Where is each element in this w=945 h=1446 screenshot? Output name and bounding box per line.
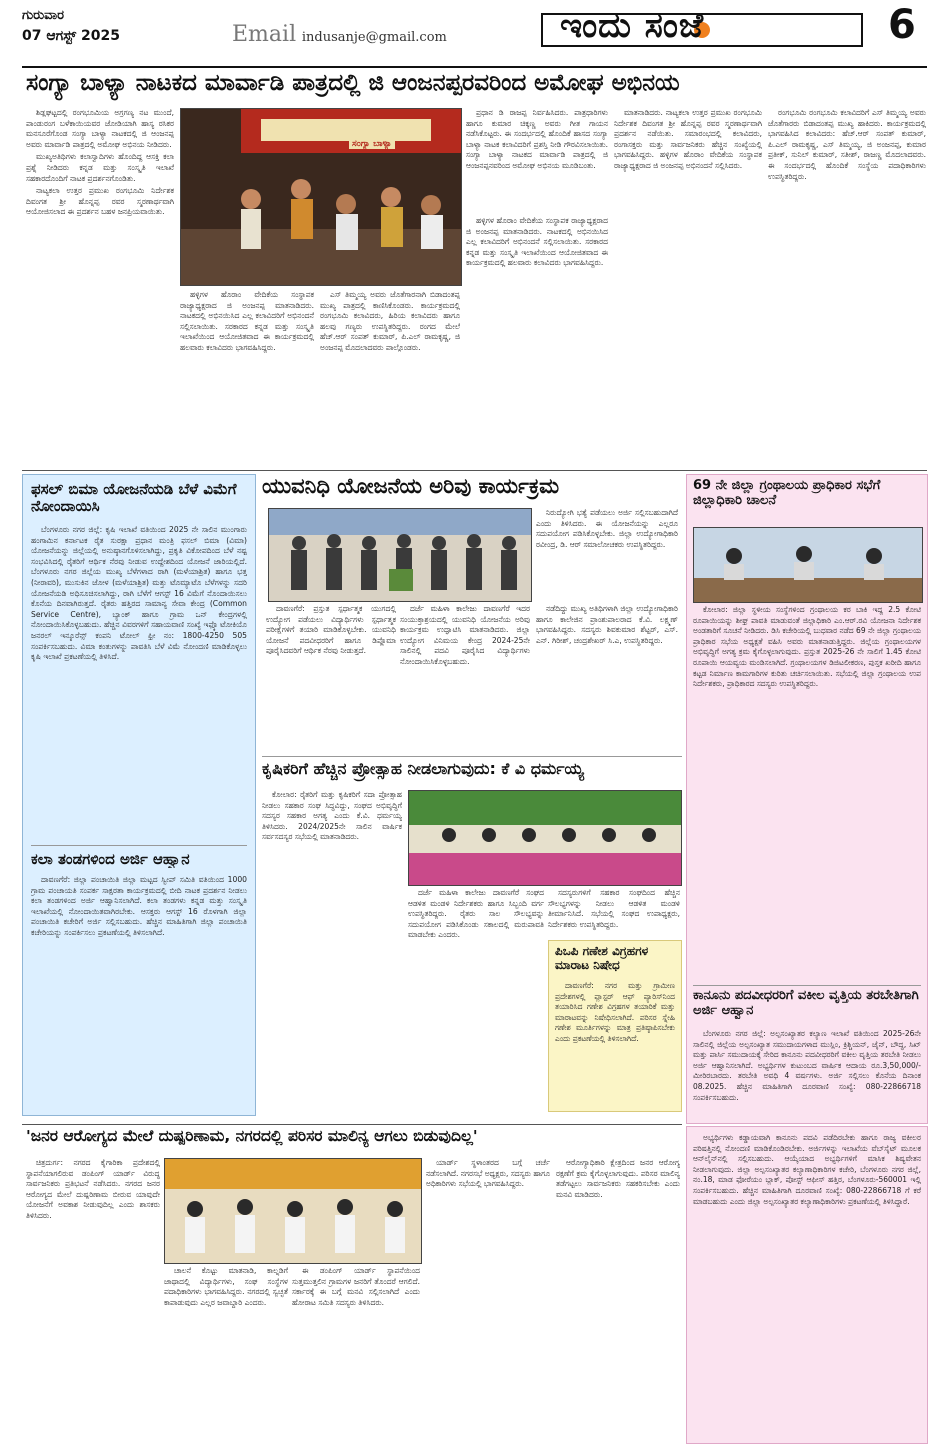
fasal-body-text: ಬೆಂಗಳೂರು ನಗರ ಜಿಲ್ಲೆ: ಕೃಷಿ ಇಲಾಖೆ ವತಿಯಿಂದ 2025 ನೇ ಸಾಲಿನ ಮುಂಗಾರು ಹಂಗಾಮಿನ ಕರ್ನಾಟಕ ರೈತ ಸುರಕ್ಷಾ ಪ್ರಧಾನ ಮಂತ್ರಿ ಫಸಲ್ ಬಿಮಾ (ವಿಮಾ) ಯೋಜನೆಯನ್ನು ಜಿಲ್ಲೆಯಲ್ಲಿ ಅನುಷ್ಠಾನಗೊಳಿಸಲಾಗಿದ್ದು, ಪ್ರಕೃತಿ ವಿಕೋಪದಿಂದ ಬೆಳೆ ನಷ್ಟ ಸಂಭವಿಸಿದಲ್ಲಿ ರೈತರಿಗೆ ಆರ್ಥಿಕ ನೆರವು ನೀಡುವ ಉದ್ದೇಶದಿಂದ ಯೋಜನೆ ಜಾರಿಯಲ್ಲಿದೆ. ಬೆಂಗಳೂರು ನಗರ ಜಿಲ್ಲೆಯ ಮುಖ್ಯ ಬೆಳೆಗಳಾದ ರಾಗಿ (ಮಳೆಯಾಶ್ರಿತ) ಹಾಗೂ ಭತ್ತ (ನೀರಾವರಿ), ಮುಸುಕಿನ ಜೋಳ (ಮಳೆಯಾಶ್ರಿತ) ಮತ್ತು ಟೊಮ್ಯಾಟೊ ಬೆಳೆಗಳನ್ನು ಸದರಿ ಯೋಜನೆಯಡಿ ಅಧಿಸೂಚಿಸಲಾಗಿದ್ದು, ರಾಗಿ ಬೆಳೆಗೆ ಆಗಸ್ಟ್ 16 ವಿಮೆಗೆ ನೊಂದಾಯಿಸಲು ಕೊನೆಯ ದಿನವಾಗಿರುತ್ತದೆ. ರೈತರು ಹತ್ತಿರದ ಸಾಮಾನ್ಯ ಸೇವಾ ಕೇಂದ್ರ (Common Service Centre), ಬ್ಯಾಂಕ್ ಹಾಗೂ ಗ್ರಾಮ ಒನ್ ಕೇಂದ್ರಗಳಲ್ಲಿ ನೋಂದಾಯಿಸಿಕೊಳ್ಳಬಹುದು. ಹೆಚ್ಚಿನ ವಿವರಗಳಿಗೆ ಸಹಾಯವಾಣಿ ಸಂಖ್ಯೆ ಇಫ್ಕೊ ಟೋಕಿಯೊ ಜನರಲ್ ಇನ್ಶೂರೆನ್ಸ್ ಕಂಪನಿ ಟೋಲ್ ಫ್ರೀ ನಂ: 1800-4250 505 ಸಂಪರ್ಕಿಸಬಹುದು. ವಿಮಾ ಕಂತುಗಳನ್ನು ಪಾವತಿಸಿ ಬೆಳೆ ವಿಮೆ ನೋಂದಣಿ ಮಾಡಿಕೊಳ್ಳಲು ಕೃಷಿ ಇಲಾಖೆ ಪ್ರಕಟಣೆಯಲ್ಲಿ ತಿಳಿಸಿದೆ.	[31, 525, 247, 662]
ganesha-headline: ಪಿಒಪಿ ಗಣೇಶ ವಿಗ್ರಹಗಳ ಮಾರಾಟ ನಿಷೇಧ	[555, 945, 649, 972]
story1-col4-text: ಪ್ರಧಾನ ಡಿ ರಾಜಪ್ಪ ನಿರ್ವಹಿಸಿದರು. ಪಾತ್ರಧಾರಿಗಳು ಹಾಗೂ ಕುಮಾರ ಚಿಕ್ಕಣ್ಣ ಅವರು ಗೀತ ಗಾಯನ ನಡೆಸಿಕೊಟ್ಟರು. ಈ ಸಂದರ್ಭದಲ್ಲಿ ಹೊಂದಿಕೆ ಹಾಸದ ಸಂಗ್ಯಾ ಬಾಳ್ಯಾ ನಾಟಕ ಕಲಾವಿದರಿಗೆ ಪ್ರಶಸ್ತಿ ನೀಡಿ ಗೌರವಿಸಲಾಯಿತು. ಸಂಗ್ಯಾ ಬಾಳ್ಯಾ ನಾಟಕದ ಮಾರ್ವಾಡಿ ಪಾತ್ರದಲ್ಲಿ ಜಿ ಆಂಜನಪ್ಪನವರಿಂದ ಅಮೋಘ ಅಭಿನಯ ಮೂಡಿಬಂತು.	[466, 108, 608, 170]
story1-col3	[320, 290, 460, 466]
krishi-col1	[262, 790, 402, 1110]
story1-col2-text: ಹಳ್ಳಿಗಳ ಹೊರಾಂ ವೇದಿಕೆಯ ಸಂಸ್ಥಾಪಕ ರಾಜ್ಯಾಧ್ಯಕ್ಷರಾದ ಜಿ ಅಂಜನಪ್ಪ ಮಾತನಾಡಿದರು. ನಾಟಕದಲ್ಲಿ ಅಭಿನಯಿಸಿದ ಎಲ್ಲ ಕಲಾವಿದರಿಗೆ ಅಭಿನಂದನೆ ಸಲ್ಲಿಸಲಾಯಿತು. ಸರಕಾರದ ಕನ್ನಡ ಮತ್ತು ಸಂಸ್ಕೃತಿ ಇಲಾಖೆಯಿಂದ ಆಯೋಜಿತವಾದ ಈ ಕಾರ್ಯಕ್ರಮದಲ್ಲಿ ಹಲವಾರು ಕಲಾವಿದರು ಭಾಗವಹಿಸಿದ್ದರು.	[180, 290, 314, 352]
page-number: 6	[888, 2, 916, 48]
photo-banner-text: ಸಂಗ್ಯಾ ಬಾಳ್ಯಾ	[349, 139, 395, 149]
yuvanidhi-left-text: ದಾವಣಗೆರೆ: ಪ್ರಸ್ತುತ ಸ್ಪರ್ಧಾತ್ಮಕ ಯುಗದಲ್ಲಿ ಉದ್ಯೋಗ ಪಡೆಯಲು ವಿದ್ಯಾರ್ಥಿಗಳು ಸ್ಪರ್ಧಾತ್ಮಕ ಪರೀಕ್ಷೆಗಳಿಗೆ ತಯಾರಿ ಮಾಡಿಕೊಳ್ಳಬೇಕು. ಯುವನಿಧಿ ಯೋಜನೆ ಪದವೀಧರರಿಗೆ ಹಾಗೂ ಡಿಪ್ಲೊಮಾ ಪೂರೈಸಿದವರಿಗೆ ಆರ್ಥಿಕ ನೆರವು ನೀಡುತ್ತದೆ.	[266, 604, 396, 656]
krishi-col4	[548, 888, 680, 936]
header-date: 07 ಆಗಸ್ಟ್ 2025	[22, 28, 120, 44]
granthalaya-body	[693, 605, 921, 979]
vakila-separator	[693, 985, 921, 986]
granthalaya-body-text: ಕೋಲಾರ: ಜಿಲ್ಲಾ ಸ್ಥಳೀಯ ಸಂಸ್ಥೆಗಳಿಂದ ಗ್ರಂಥಾಲಯ ಕರ ಬಾಕಿ ಇದ್ದ 2.5 ಕೋಟಿ ರೂಪಾಯಿಯನ್ನು ಶೀಘ್ರ ಪಾವತಿ ಮಾಡುವಂತೆ ಜಿಲ್ಲಾಧಿಕಾರಿ ಎಂ.ಆರ್.ರವಿ ಯೋಜನಾ ನಿರ್ದೇಶಕ ಅಂಡತಾರಿಗೆ ಸೂಚನೆ ನೀಡಿದರು. ಡಿಸಿ ಕಚೇರಿಯಲ್ಲಿ ಬುಧವಾರ ನಡೆದ 69 ನೇ ಜಿಲ್ಲಾ ಗ್ರಂಥಾಲಯ ಪ್ರಾಧಿಕಾರ ಸಭೆಯ ಅಧ್ಯಕ್ಷತೆ ವಹಿಸಿ ಅವರು ಮಾತನಾಡುತ್ತಿದ್ದರು. ಜಿಲ್ಲೆಯ ಗ್ರಂಥಾಲಯಗಳ ಅಭಿವೃದ್ಧಿಗೆ ಅಗತ್ಯ ಕ್ರಮ ಕೈಗೊಳ್ಳಲಾಗುವುದು. ಪ್ರಸ್ತುತ 2025-26 ನೇ ಸಾಲಿಗೆ 1.45 ಕೋಟಿ ರೂಪಾಯಿ ಆಯವ್ಯಯ ಮಂಡಿಸಲಾಗಿದೆ. ಗ್ರಂಥಾಲಯಗಳ ಡಿಜಿಟಲೀಕರಣ, ಪುಸ್ತಕ ಖರೀದಿ ಹಾಗೂ ಕಟ್ಟಡ ನಿರ್ಮಾಣ ಕಾಮಗಾರಿಗಳ ಕುರಿತು ಚರ್ಚಿಸಲಾಯಿತು. ಸಭೆಯಲ್ಲಿ ಜಿಲ್ಲಾ ಗ್ರಂಥಾಲಯ ಉಪ ನಿರ್ದೇಶಕರು, ಪ್ರಾಧಿಕಾರದ ಸದಸ್ಯರು ಉಪಸ್ಥಿತರಿದ್ದರು.	[693, 605, 921, 689]
kala-body-text: ದಾವಣಗೆರೆ: ಜಿಲ್ಲಾ ಪಂಚಾಯಿತಿ ಜಿಲ್ಲಾ ಮಟ್ಟದ ಸ್ವೀಪ್ ಸಮಿತಿ ವತಿಯಿಂದ 1000 ಗ್ರಾಮ ಪಂಚಾಯತಿ ಸಂಪರ್ಕ ಸಾಕ್ಷರತಾ ಕಾರ್ಯಕ್ರಮದಲ್ಲಿ ಬೀದಿ ನಾಟಕ ಪ್ರದರ್ಶನ ನೀಡಲು ಕಲಾ ತಂಡಗಳಿಂದ ಅರ್ಜಿ ಆಹ್ವಾನಿಸಲಾಗಿದೆ. ಕಲಾ ತಂಡಗಳು ಕನ್ನಡ ಮತ್ತು ಸಂಸ್ಕೃತಿ ಇಲಾಖೆಯಲ್ಲಿ ನೋಂದಾಯಿತವಾಗಿರಬೇಕು. ಆಸಕ್ತರು ಆಗಸ್ಟ್ 16 ರೊಳಗಾಗಿ ಜಿಲ್ಲಾ ಪಂಚಾಯಿತಿ ಕಚೇರಿಗೆ ಅರ್ಜಿ ಸಲ್ಲಿಸಬಹುದು. ಹೆಚ್ಚಿನ ಮಾಹಿತಿಗಾಗಿ ಜಿಲ್ಲಾ ಪಂಚಾಯಿತಿ ಕಚೇರಿಯನ್ನು ಸಂಪರ್ಕಿಸಲು ಪ್ರಕಟಣೆಯಲ್ಲಿ ತಿಳಿಸಲಾಗಿದೆ.	[31, 875, 247, 937]
story1-col5	[614, 108, 762, 466]
fasal-body	[31, 525, 247, 839]
granthalaya-box	[686, 474, 928, 1124]
krishi-col4-text: ಸದಸ್ಯರುಗಳಿಗೆ ಸಹಕಾರ ಸಂಘದಿಂದ ಹೆಚ್ಚಿನ ಸೌಲಭ್ಯಗಳನ್ನು ನೀಡಲು ಆಡಳಿತ ಮಂಡಳಿ ತೀರ್ಮಾನಿಸಿದೆ. ಸಭೆಯಲ್ಲಿ ಸಂಘದ ಉಪಾಧ್ಯಕ್ಷರು, ನಿರ್ದೇಶಕರು ಉಪಸ್ಥಿತರಿದ್ದರು.	[548, 888, 680, 929]
story1-col6	[768, 108, 926, 466]
story1-photo	[180, 108, 462, 286]
story1-col4	[466, 108, 608, 212]
arogya-col2-text: ಚಾಲನೆ ಕೊಟ್ಟು ಮಾತನಾಡಿ, ಕಾಲ್ನಡಿಗೆ ಜಾಥಾದಲ್ಲಿ ವಿದ್ಯಾರ್ಥಿಗಳು, ಸಂಘ ಸಂಸ್ಥೆಗಳ ಪದಾಧಿಕಾರಿಗಳು ಭಾಗವಹಿಸಿದ್ದರು. ನಗರದಲ್ಲಿ ಸ್ವಚ್ಛತೆ ಕಾಪಾಡುವುದು ಎಲ್ಲರ ಜವಾಬ್ದಾರಿ ಎಂದರು.	[164, 1266, 288, 1307]
arogya-photo	[164, 1158, 422, 1264]
ganesha-body	[555, 981, 675, 1107]
email-label: Email	[232, 22, 297, 47]
kala-body	[31, 875, 247, 1107]
fasal-separator	[31, 845, 247, 846]
story1-col1-p1: ಶಿಡ್ಲಘಟ್ಟದಲ್ಲಿ ರಂಗಭೂಮಿಯ ಅಗ್ರಗಣ್ಯ ನಟ ಮುಂದೆ, ಪಾಂಡುರಂಗ ಬಳೆಕಾಯಿಯವರ ಜೋಡಿಯಾಗಿ ಹಾಸ್ಯ ರಸಿಕರ ಮನಸೂರೆಗೊಂಡ ಸಂಗ್ಯಾ ಬಾಳ್ಯಾ ನಾಟಕದಲ್ಲಿ ಜಿ ಆಂಜನಪ್ಪ ಅವರು ಮಾರ್ವಾಡಿ ಪಾತ್ರದಲ್ಲಿ ಅಮೋಘ ಅಭಿನಯ ನೀಡಿದರು.	[26, 108, 174, 149]
arogya-headline: 'ಜನರ ಆರೋಗ್ಯದ ಮೇಲೆ ದುಷ್ಪರಿಣಾಮ, ನಗರದಲ್ಲಿ ಪರಿಸರ ಮಾಲಿನ್ಯ ಆಗಲು ಬಿಡುವುದಿಲ್ಲ'	[26, 1128, 478, 1145]
yuvanidhi-right-text: ನಿರುದ್ಯೋಗಿ ಭತ್ಯೆ ಪಡೆಯಲು ಅರ್ಜಿ ಸಲ್ಲಿಸಬಹುದಾಗಿದೆ ಎಂದು ತಿಳಿಸಿದರು. ಈ ಯೋಜನೆಯನ್ನು ಎಲ್ಲರೂ ಸದುಪಯೋಗ ಪಡಿಸಿಕೊಳ್ಳಬೇಕು. ಜಿಲ್ಲಾ ಉದ್ಯೋಗಾಧಿಕಾರಿ ರವೀಂದ್ರ, ಡಿ. ಆರ್ ಸಮಾಲೋಚಕರು ಉಪಸ್ಥಿತರಿದ್ದರು.	[536, 508, 678, 549]
vakila-body	[693, 1029, 921, 1119]
yuvanidhi-left-col	[266, 604, 396, 752]
vakila-continued-text: ಅಭ್ಯರ್ಥಿಗಳು ಕಡ್ಡಾಯವಾಗಿ ಕಾನೂನು ಪದವಿ ಪಡೆದಿರಬೇಕು ಹಾಗೂ ರಾಜ್ಯ ವಕೀಲರ ಪರಿಷತ್ತಿನಲ್ಲಿ ನೋಂದಣಿ ಮಾಡಿಕೊಂಡಿರಬೇಕು. ಅರ್ಜಿಗಳನ್ನು ಇಲಾಖೆಯ ವೆಬ್‌ಸೈಟ್ ಮೂಲಕ ಆನ್‌ಲೈನ್‌ನಲ್ಲಿ ಸಲ್ಲಿಸಬಹುದು. ಆಯ್ಕೆಯಾದ ಅಭ್ಯರ್ಥಿಗಳಿಗೆ ಮಾಸಿಕ ಶಿಷ್ಯವೇತನ ನೀಡಲಾಗುವುದು. ಜಿಲ್ಲಾ ಅಲ್ಪಸಂಖ್ಯಾತರ ಕಲ್ಯಾಣಾಧಿಕಾರಿಗಳ ಕಚೇರಿ, ಬೆಂಗಳೂರು ನಗರ ಜಿಲ್ಲೆ, ನಂ.18, ಮಾಡ ಫೋರೆಯಂ ಬ್ಲಾಕ್, ಪೋಸ್ಟ್ ಆಫೀಸ್ ಹತ್ತಿರ, ಬೆಂಗಳೂರು-560001 ಇಲ್ಲಿ ಸಂಪರ್ಕಿಸಬಹುದು. ಹೆಚ್ಚಿನ ಮಾಹಿತಿಗಾಗಿ ದೂರವಾಣಿ ಸಂಖ್ಯೆ: 080-22866718 ಗೆ ಕರೆ ಮಾಡಬಹುದು ಎಂದು ಜಿಲ್ಲಾ ಅಲ್ಪಸಂಖ್ಯಾತರ ಕಲ್ಯಾಣಾಧಿಕಾರಿಗಳು ಪ್ರಕಟಣೆಯಲ್ಲಿ ತಿಳಿಸಿದ್ದಾರೆ.	[693, 1133, 921, 1206]
stage-photo-illustration	[181, 109, 461, 285]
yuvanidhi-headline: ಯುವನಿಧಿ ಯೋಜನೆಯ ಅರಿವು ಕಾರ್ಯಕ್ರಮ	[262, 474, 560, 498]
krishi-col2-text: ದರ್ಜೆ ಮಹಿಳಾ ಕಾಲೇಜು ದಾವಣಗೆರೆ ಸಂಘದ ಆಡಳಿತ ಮಂಡಳಿ ನಿರ್ದೇಶಕರು ಹಾಗೂ ಸಿಬ್ಬಂದಿ ವರ್ಗ ಉಪಸ್ಥಿತರಿದ್ದರು. ರೈತರು ಸಾಲ ಸೌಲಭ್ಯವನ್ನು ಸದುಪಯೋಗ ಪಡಿಸಿಕೊಂಡು ಸಕಾಲದಲ್ಲಿ ಮರುಪಾವತಿ ಮಾಡಬೇಕು ಎಂದರು.	[408, 888, 544, 940]
krishi-photo-illustration	[409, 791, 681, 885]
story1-col5-text: ಮಾತನಾಡಿದರು. ನಾಟ್ಯಕಲಾ ಉತ್ತರ ಪ್ರಮುಖ ರಂಗಭೂಮಿ ನಿರ್ದೇಶಕ ದಿವಂಗತ ಶ್ರೀ ಹೊನ್ನಪ್ಪ ರವರ ಸ್ಮರಣಾರ್ಥವಾಗಿ ಪ್ರದರ್ಶನ ನಡೆಯಿತು. ಸಮಾರಂಭದಲ್ಲಿ ಕಲಾವಿದರು, ರಂಗಾಸಕ್ತರು ಮತ್ತು ಸಾರ್ವಜನಿಕರು ಹೆಚ್ಚಿನ ಸಂಖ್ಯೆಯಲ್ಲಿ ಭಾಗವಹಿಸಿದ್ದರು. ಹಳ್ಳಿಗಳ ಹೊರಾಂ ವೇದಿಕೆಯ ಸಂಸ್ಥಾಪಕ ರಾಜ್ಯಾಧ್ಯಕ್ಷರಾದ ಜಿ ಅಂಜನಪ್ಪ ಅಭಿನಂದನೆ ಸಲ್ಲಿಸಿದರು.	[614, 108, 762, 170]
email-address[interactable]: indusanje@gmail.com	[301, 30, 447, 45]
kala-headline: ಕಲಾ ತಂಡಗಳಿಂದ ಅರ್ಜಿ ಆಹ್ವಾನ	[31, 851, 190, 868]
arogya-col4	[426, 1158, 550, 1442]
arogya-col4-text: ಯಾರ್ಡ್ ಸ್ಥಳಾಂತರದ ಬಗ್ಗೆ ಚರ್ಚೆ ನಡೆಸಲಾಗಿದೆ. ನಗರಸಭೆ ಅಧ್ಯಕ್ಷರು, ಸದಸ್ಯರು ಹಾಗೂ ಅಧಿಕಾರಿಗಳು ಸಭೆಯಲ್ಲಿ ಭಾಗವಹಿಸಿದ್ದರು.	[426, 1158, 550, 1189]
vakila-headline: ಕಾನೂನು ಪದವೀಧರರಿಗೆ ವಕೀಲ ವೃತ್ತಿಯ ತರಬೇತಿಗಾಗಿ ಅರ್ಜಿ ಆಹ್ವಾನ	[693, 989, 919, 1018]
yuvanidhi-mid-col	[400, 604, 530, 752]
granthalaya-photo-illustration	[694, 528, 922, 602]
vakila-body-text: ಬೆಂಗಳೂರು ನಗರ ಜಿಲ್ಲೆ: ಅಲ್ಪಸಂಖ್ಯಾತರ ಕಲ್ಯಾಣ ಇಲಾಖೆ ವತಿಯಿಂದ 2025-26ನೇ ಸಾಲಿನಲ್ಲಿ ಜಿಲ್ಲೆಯ ಅಲ್ಪಸಂಖ್ಯಾತ ಸಮುದಾಯಗಳಾದ ಮುಸ್ಲಿಂ, ಕ್ರಿಶ್ಚಿಯನ್, ಜೈನ್, ಬೌದ್ಧ, ಸಿಖ್ ಮತ್ತು ಪಾರ್ಸಿ ಸಮುದಾಯಕ್ಕೆ ಸೇರಿದ ಕಾನೂನು ಪದವೀಧರರಿಗೆ ವಕೀಲ ವೃತ್ತಿಯ ತರಬೇತಿ ನೀಡಲು ಅರ್ಜಿ ಆಹ್ವಾನಿಸಲಾಗಿದೆ. ಅಭ್ಯರ್ಥಿಗಳ ಕುಟುಂಬದ ವಾರ್ಷಿಕ ಆದಾಯ ರೂ.3,50,000/- ಮೀರಿರಬಾರದು. ತರಬೇತಿ ಅವಧಿ 4 ವರ್ಷಗಳು. ಅರ್ಜಿ ಸಲ್ಲಿಸಲು ಕೊನೆಯ ದಿನಾಂಕ 08.2025. ಹೆಚ್ಚಿನ ಮಾಹಿತಿಗಾಗಿ ದೂರವಾಣಿ ಸಂಖ್ಯೆ: 080-22866718 ಸಂಪರ್ಕಿಸಬಹುದು.	[693, 1029, 921, 1102]
arogya-col5-text: ಆರೋಗ್ಯಾಧಿಕಾರಿ ಕ್ಷೇತ್ರದಿಂದ ಜನರ ಆರೋಗ್ಯ ರಕ್ಷಣೆಗೆ ಕ್ರಮ ಕೈಗೊಳ್ಳಲಾಗುವುದು. ಪರಿಸರ ಮಾಲಿನ್ಯ ತಡೆಗಟ್ಟಲು ಸಾರ್ವಜನಿಕರು ಸಹಕರಿಸಬೇಕು ಎಂದು ಮನವಿ ಮಾಡಿದರು.	[556, 1158, 680, 1199]
krishi-photo	[408, 790, 682, 886]
story1-col6-text: ರಂಗಭೂಮಿ ರಂಗಭೂಮಿ ಕಲಾವಿದರಿಗೆ ಎಸ್ ತಿಮ್ಮಯ್ಯ ಅವರು ಜೊತೆಗಾರರು ಬಿಡಾದಂತಪ್ಪ ಮುಖ್ಯ ಹಾಕಿದರು. ಕಾರ್ಯಕ್ರಮದಲ್ಲಿ ಭಾಗವಹಿಸಿದ ಕಲಾವಿದರು: ಹೆಚ್.ಆರ್ ಸಂಪತ್ ಕುಮಾರ್, ಪಿ.ಎಲ್ ರಾಮಕೃಷ್ಣ, ಎಸ್ ತಿಮ್ಮಯ್ಯ, ಜಿ ಅಂಜನಪ್ಪ, ಕುಮಾರ ಪ್ರತೀಕ್, ಸುನಿಲ್ ಕುಮಾರ್, ಸತೀಶ್, ರಾಜಣ್ಣ ಮೊದಲಾದವರು. ಈ ಸಂದರ್ಭದಲ್ಲಿ ಹೊಂದಿಕೆ ಸಂಸ್ಥೆಯ ಪದಾಧಿಕಾರಿಗಳು ಉಪಸ್ಥಿತರಿದ್ದರು.	[768, 108, 926, 181]
vakila-continued-body	[693, 1133, 921, 1435]
arogya-col3-text: ಈ ಡಂಪಿಂಗ್ ಯಾರ್ಡ್ ಸ್ಥಾಪನೆಯಿಂದ ಸುತ್ತಮುತ್ತಲಿನ ಗ್ರಾಮಗಳ ಜನರಿಗೆ ತೊಂದರೆ ಆಗಲಿದೆ. ಸರ್ಕಾರಕ್ಕೆ ಈ ಬಗ್ಗೆ ಮನವಿ ಸಲ್ಲಿಸಲಾಗಿದೆ ಎಂದು ಹೋರಾಟ ಸಮಿತಿ ಸದಸ್ಯರು ತಿಳಿಸಿದರು.	[292, 1266, 420, 1307]
yuvanidhi-photo	[268, 508, 532, 602]
story1-col4b-text: ಹಳ್ಳಿಗಳ ಹೊರಾಂ ವೇದಿಕೆಯ ಸಂಸ್ಥಾಪಕ ರಾಜ್ಯಾಧ್ಯಕ್ಷರಾದ ಜಿ ಅಂಜನಪ್ಪ ಮಾತನಾಡಿದರು. ನಾಟಕದಲ್ಲಿ ಅಭಿನಯಿಸಿದ ಎಲ್ಲ ಕಲಾವಿದರಿಗೆ ಅಭಿನಂದನೆ ಸಲ್ಲಿಸಲಾಯಿತು. ಸರಕಾರದ ಕನ್ನಡ ಮತ್ತು ಸಂಸ್ಕೃತಿ ಇಲಾಖೆಯಿಂದ ಆಯೋಜಿತವಾದ ಈ ಕಾರ್ಯಕ್ರಮದಲ್ಲಿ ಹಲವಾರು ಕಲಾವಿದರು ಭಾಗವಹಿಸಿದ್ದರು.	[466, 216, 608, 268]
granthalaya-photo	[693, 527, 923, 603]
ganesha-body-text: ದಾವಣಗೆರೆ: ನಗರ ಮತ್ತು ಗ್ರಾಮೀಣ ಪ್ರದೇಶಗಳಲ್ಲಿ ಪ್ಲಾಸ್ಟರ್ ಆಫ್ ಪ್ಯಾರಿಸ್‌ನಿಂದ ತಯಾರಿಸಿದ ಗಣೇಶ ವಿಗ್ರಹಗಳ ತಯಾರಿಕೆ ಮತ್ತು ಮಾರಾಟವನ್ನು ನಿಷೇಧಿಸಲಾಗಿದೆ. ಪರಿಸರ ಸ್ನೇಹಿ ಗಣೇಶ ಮೂರ್ತಿಗಳನ್ನು ಮಾತ್ರ ಪ್ರತಿಷ್ಠಾಪಿಸಬೇಕು ಎಂದು ಪ್ರಕಟಣೆಯಲ್ಲಿ ತಿಳಿಸಲಾಗಿದೆ.	[555, 981, 675, 1043]
granthalaya-headline: 69 ನೇ ಜಿಲ್ಲಾ ಗ್ರಂಥಾಲಯ ಪ್ರಾಧಿಕಾರ ಸಭೆಗೆ ಜಿಲ್ಲಾಧಿಕಾರಿ ಚಾಲನೆ	[693, 479, 881, 508]
arogya-col2	[164, 1266, 288, 1442]
header-rule	[22, 66, 927, 68]
arogya-col5	[556, 1158, 680, 1442]
krishi-headline: ಕೃಷಿಕರಿಗೆ ಹೆಚ್ಚಿನ ಪ್ರೋತ್ಸಾಹ ನೀಡಲಾಗುವುದು: ಕೆ ವಿ ಧರ್ಮಯ್ಯ	[262, 760, 584, 778]
header-email-block	[232, 22, 447, 47]
yuvanidhi-right-col	[536, 508, 678, 600]
story1-col4b	[466, 216, 608, 466]
section-rule-2	[22, 1124, 682, 1125]
arogya-col1-text: ಚಿತ್ರದುರ್ಗ: ನಗರದ ಕೈಗಾರಿಕಾ ಪ್ರದೇಶದಲ್ಲಿ ಸ್ಥಾಪನೆಯಾಗಲಿರುವ ಡಂಪಿಂಗ್ ಯಾರ್ಡ್ ವಿರುದ್ಧ ಸಾರ್ವಜನಿಕರು ಪ್ರತಿಭಟನೆ ನಡೆಸಿದರು. ನಗರದ ಜನರ ಆರೋಗ್ಯದ ಮೇಲೆ ದುಷ್ಪರಿಣಾಮ ಬೀರುವ ಯಾವುದೇ ಯೋಜನೆಗೆ ಅವಕಾಶ ನೀಡುವುದಿಲ್ಲ ಎಂದು ಶಾಸಕರು ತಿಳಿಸಿದರು.	[26, 1158, 160, 1220]
yuvanidhi-mid-text: ದರ್ಜೆ ಮಹಿಳಾ ಕಾಲೇಜು ದಾವಣಗೆರೆ ಇದರ ಸಂಯುಕ್ತಾಶ್ರಯದಲ್ಲಿ ಯುವನಿಧಿ ಯೋಜನೆಯ ಅರಿವು ಕಾರ್ಯಕ್ರಮ ಉದ್ಘಾಟಿಸಿ ಮಾತನಾಡಿದರು. ಜಿಲ್ಲಾ ಉದ್ಯೋಗ ವಿನಿಮಯ ಕೇಂದ್ರ 2024-25ನೇ ಸಾಲಿನಲ್ಲಿ ಪದವಿ ಪೂರೈಸಿದ ವಿದ್ಯಾರ್ಥಿಗಳು ನೋಂದಾಯಿಸಿಕೊಳ್ಳಬಹುದು.	[400, 604, 530, 666]
krishi-separator	[262, 756, 682, 757]
story1-col1-p3: ನಾಟ್ಯಕಲಾ ಉತ್ತರ ಪ್ರಮುಖ ರಂಗಭೂಮಿ ನಿರ್ದೇಶಕ ದಿವಂಗತ ಶ್ರೀ ಹೊನ್ನಪ್ಪ ರವರ ಸ್ಮರಣಾರ್ಥವಾಗಿ ಆಯೋಜಿಸಲಾದ ಈ ಪ್ರದರ್ಶನ ಬಹಳ ಜನಪ್ರಿಯವಾಯಿತು.	[26, 186, 174, 217]
section-rule-1	[22, 470, 927, 471]
paper-name: ಇಂದು ಸಂಜೆ	[560, 6, 705, 46]
arogya-photo-illustration	[165, 1159, 421, 1263]
krishi-col2	[408, 888, 544, 1110]
ganesha-box	[548, 940, 682, 1112]
story1-col1	[26, 108, 174, 466]
krishi-col1-text: ಕೋಲಾರ: ರೈತರಿಗೆ ಮತ್ತು ಕೃಷಿಕರಿಗೆ ಸದಾ ಪ್ರೋತ್ಸಾಹ ನೀಡಲು ಸಹಕಾರ ಸಂಘ ಸಿದ್ಧವಿದ್ದು, ಸಂಘದ ಅಭಿವೃದ್ಧಿಗೆ ಸದಸ್ಯರ ಸಹಕಾರ ಅಗತ್ಯ ಎಂದು ಕೆ.ವಿ. ಧರ್ಮಯ್ಯ ತಿಳಿಸಿದರು. 2024/2025ನೇ ಸಾಲಿನ ವಾರ್ಷಿಕ ಸರ್ವಸದಸ್ಯರ ಸಭೆಯಲ್ಲಿ ಮಾತನಾಡಿದರು.	[262, 790, 402, 842]
vakila-continued-box	[686, 1126, 928, 1444]
story1-col3-text: ಎಸ್ ತಿಮ್ಮಯ್ಯ ಅವರು ಜೊತೆಗಾರನಾಗಿ ಬಿಡಾದಂತಪ್ಪ ಮುಖ್ಯ ಪಾತ್ರದಲ್ಲಿ ಕಾಣಿಸಿಕೊಂಡರು. ಕಾರ್ಯಕ್ರಮದಲ್ಲಿ ರಂಗಭೂಮಿ ಕಲಾವಿದರು, ಹಿರಿಯ ಕಲಾವಿದರು ಹಾಗೂ ಹಲವು ಗಣ್ಯರು ಉಪಸ್ಥಿತರಿದ್ದರು. ರಂಗದ ಮೇಲೆ ಹೆಚ್.ಆರ್ ಸಂಪತ್ ಕುಮಾರ್, ಪಿ.ಎಲ್ ರಾಮಕೃಷ್ಣ, ಜಿ ಅಂಜನಪ್ಪ ಮೊದಲಾದವರು ಪಾಲ್ಗೊಂಡರು.	[320, 290, 460, 352]
fasal-headline: ಫಸಲ್ ಬಿಮಾ ಯೋಜನೆಯಡಿ ಬೆಳೆ ವಿಮೆಗೆ ನೋಂದಾಯಿಸಿ	[31, 481, 237, 516]
story1-col2	[180, 290, 314, 466]
arogya-col3	[292, 1266, 420, 1442]
arogya-col1	[26, 1158, 160, 1442]
yuvanidhi-photo-illustration	[269, 509, 531, 601]
story1-headline: ಸಂಗ್ಯಾ ಬಾಳ್ಯಾ ನಾಟಕದ ಮಾರ್ವಾಡಿ ಪಾತ್ರದಲ್ಲಿ ಜಿ ಆಂಜನಪ್ಪರವರಿಂದ ಅಮೋಘ ಅಭಿನಯ	[26, 70, 680, 96]
header-day: ಗುರುವಾರ	[22, 8, 64, 23]
story1-col1-p2: ಮುಖ್ಯಅತಿಥಿಗಳು ಕಲಾಸ್ವಾದಿಗಳು ಹೊಂದಿದ್ದ ಆಸಕ್ತಿ ಕಲಾ ಪ್ರಶ್ನೆ ನೀಡಿದರು ಕನ್ನಡ ಮತ್ತು ಸಂಸ್ಕೃತಿ ಇಲಾಖೆ ಸಹಕಾರದೊಂದಿಗೆ ನಾಟಕ ಪ್ರದರ್ಶನಗೊಂಡಿತು.	[26, 152, 174, 183]
yuvanidhi-col3	[536, 604, 678, 752]
yuvanidhi-col3-text: ನಡೆದಿದ್ದು ಮುಖ್ಯ ಅತಿಥಿಗಳಾಗಿ ಜಿಲ್ಲಾ ಉದ್ಯೋಗಾಧಿಕಾರಿ ಹಾಗೂ ಕಾಲೇಜಿನ ಪ್ರಾಂಶುಪಾಲರಾದ ಕೆ.ವಿ. ಲಕ್ಷ್ಮಣ್ ಭಾಗವಹಿಸಿದ್ದರು. ಸದಸ್ಯರು ಶಿವಕುಮಾರ ಶೆಟ್ಟರ್, ಎಸ್. ಎನ್. ಗಿರೀಶ್, ಚಂದ್ರಶೇಖರ್ ಸಿ.ಎ, ಉಪಸ್ಥಿತರಿದ್ದರು.	[536, 604, 678, 645]
fasal-box	[22, 474, 256, 1116]
